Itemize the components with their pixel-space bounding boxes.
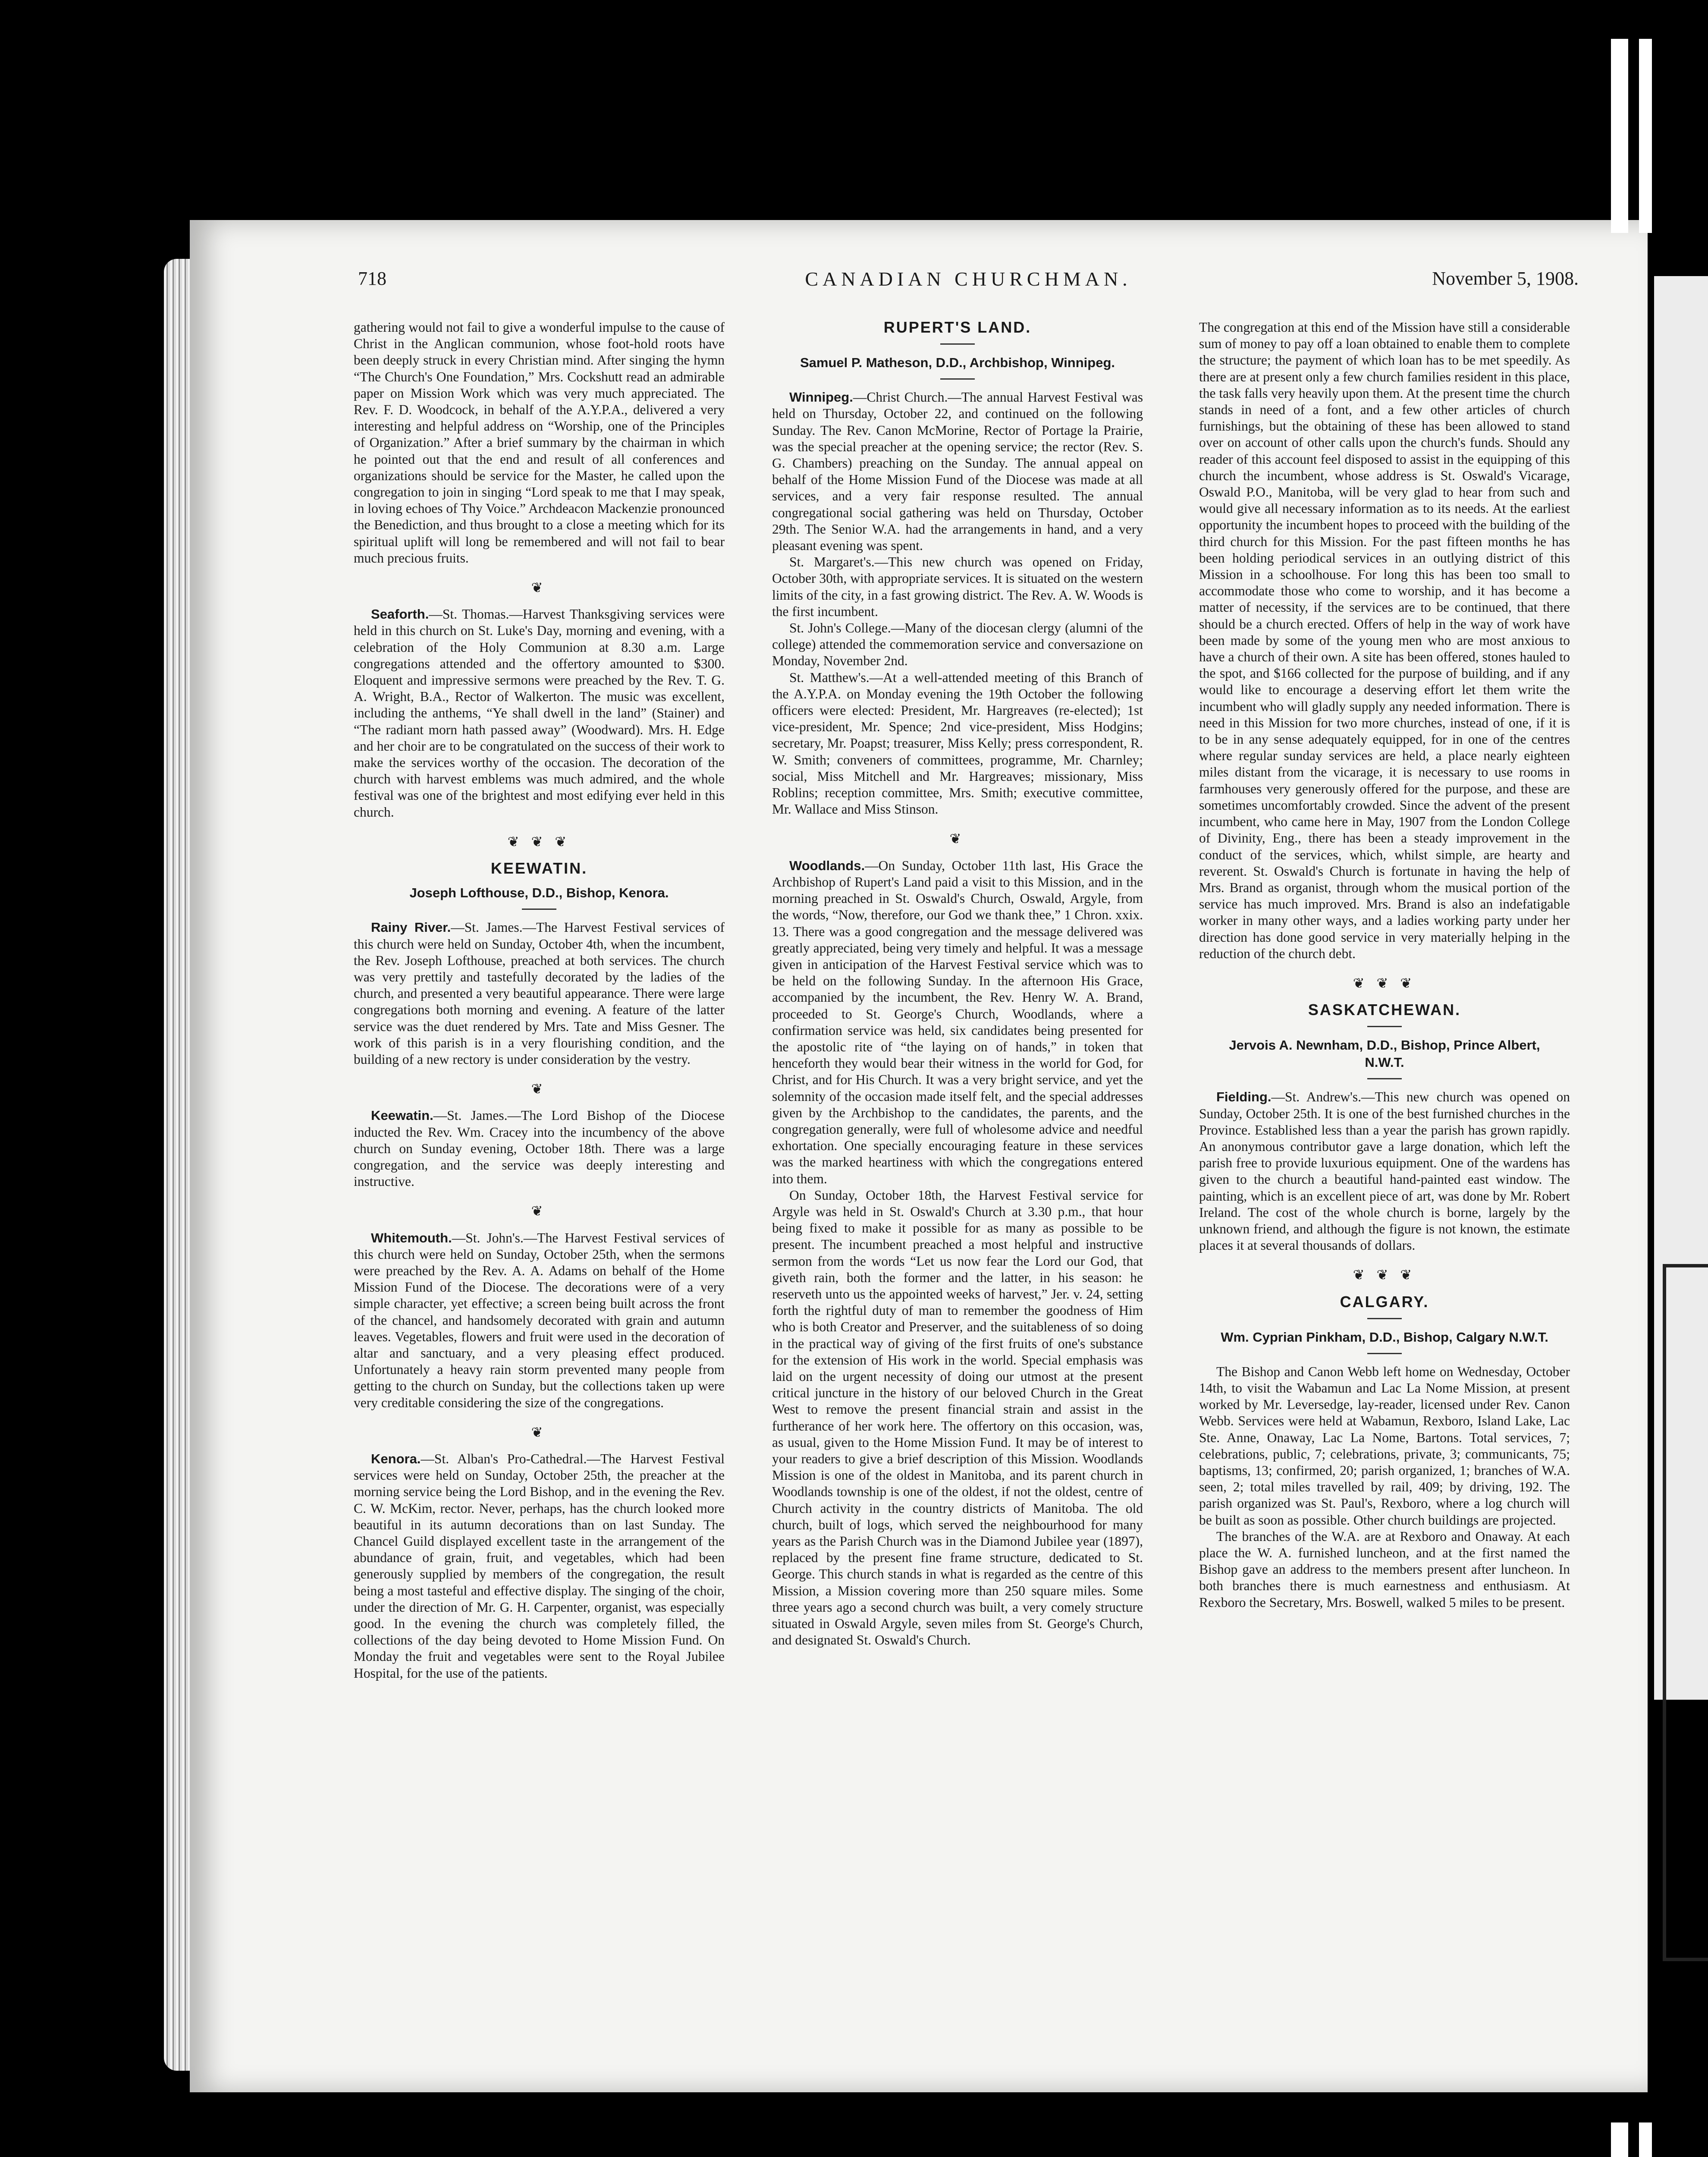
item-text: —On Sunday, October 11th last, His Grace the Archbishop of Rupert's Land paid a visit to this Mission, and in the morning preached in St. Oswald's Church, Oswald, Argyle, from the words, “Now, therefore, our God we thank thee,” 1 Chron. xxix. 13. There was a good congregation and the message delivered was greatly appreciated, being very timely and helpful. It was a message given in anticipation of the Harvest Festival service which was to be held on the following Sunday. In the afternoon His Grace, accompanied by the incumbent, the Rev. Henry W. A. Brand, proceeded to St. George's Church, Woodlands, where a confirmation service was held, six candidates being presented for the apostolic rite of “the laying on of hands,” in token that henceforth they would bear their witness in the world for God, for Christ, and for His Church. It was a very bright service, and yet the solemnity of the occasion made itself felt, and the special addresses given by the Archbishop to the candidates, the parents, and the congregation generally, were full of wholesome advice and needful exhortation. One specially encouraging feature in these services was the marked heartiness with which the congregations entered into them. (772, 858, 1143, 1186)
diocese-heading: SASKATCHEWAN. (1308, 1001, 1461, 1019)
ornament: ❦ ❦ ❦ (1353, 975, 1416, 991)
page-number: 718 (358, 268, 386, 289)
place-name: Winnipeg. (789, 390, 853, 405)
item-text: —St. Andrew's.—This new church was opened on Sunday, October 25th. It is one of the best furnished churches in the Province. Established less than a year the parish has grown rapidly. An anonymous contributor gave a large donation, which left the parish free to provide luxurious equipment. One of the wardens has given to the church a beautiful hand-painted east window. The painting, which is an excellent piece of art, was done by Mr. Robert Ireland. The cost of the whole church is borne, largely by the unknown friend, and although the figure is not known, the estimate places it at several thousands of dollars. (1199, 1089, 1570, 1253)
divider (940, 378, 975, 380)
ornament: ❦ ❦ ❦ (1353, 1267, 1416, 1283)
paragraph: gathering would not fail to give a wonderful impulse to the cause of Christ in the Anglican communion, whose foot-hold roots have been deeply struck in every Christian mind. After singing the hymn “The Church's One Foundation,” Mrs. Cockshutt read an admirable paper on Mission Work which was very much appreciated. The Rev. F. D. Woodcock, in behalf of the A.Y.P.A., delivered a very interesting and helpful address on “Worship, one of the Principles of Organization.” After a brief summary by the chairman in which he pointed out that the end and result of all conferences and organizations should be service for the Master, he called upon the congregation to join in singing “Lord speak to me that I may speak, in loving echoes of Thy Voice.” Archdeacon Mackenzie pronounced the Benediction, and thus brought to a close a meeting which for its spiritual uplift will long be remembered and will not fail to bear much precious fruits. (354, 320, 725, 566)
ornament: ❦ (531, 1203, 547, 1219)
film-bar (1611, 2122, 1628, 2157)
place-name: Seaforth. (371, 607, 429, 622)
news-item (772, 389, 1143, 554)
item-text: —St. Alban's Pro-Cathedral.—The Harvest Festival services were held on Sunday, October 25th, the preacher at the morning service being the Lord Bishop, and in the evening the Rev. C. W. McKim, rector. Never, perhaps, has the church looked more beautiful in its autumn decorations than on last Sunday. The Chancel Guild displayed excellent taste in the arrangement of the abundance of grain, fruit, and vegetables, which had been generously supplied by members of the congregation, the result being a most tasteful and effective display. The singing of the choir, under the direction of Mr. G. H. Carpenter, organist, was especially good. In the evening the church was completely filled, the collections of the day being devoted to Home Mission Fund. On Monday the fruit and vegetables were sent to the Royal Jubilee Hospital, for the use of the patients. (354, 1451, 725, 1681)
news-item (354, 1107, 725, 1190)
divider (522, 909, 556, 910)
bishop-line: Jervois A. Newnham, D.D., Bishop, Prince Albert, N.W.T. (1229, 1038, 1540, 1070)
column-2 (772, 319, 1143, 1648)
place-name: Kenora. (371, 1451, 421, 1466)
bishop-line: Wm. Cyprian Pinkham, D.D., Bishop, Calgary N.W.T. (1221, 1329, 1548, 1345)
paragraph: St. Matthew's.—At a well-attended meeting of this Branch of the A.Y.P.A. on Monday evening the 19th October the following officers were elected: President, Mr. Hargreaves (re-elected); 1st vice-president, Mr. Spence; 2nd vice-president, Miss Hodgins; secretary, Mr. Poapst; treasurer, Miss Kelly; press correspondent, R. W. Smith; conveners of committees, programme, Mr. Charnley; social, Miss Mitchell and Mr. Hargreaves; missionary, Miss Roblins; reception committee, Mrs. Smith; executive committee, Mr. Wallace and Miss Stinson. (772, 670, 1143, 817)
news-item (1199, 1089, 1570, 1254)
news-item (354, 606, 725, 821)
paragraph: On Sunday, October 18th, the Harvest Festival service for Argyle was held in St. Oswald's Church at 3.30 p.m., that hour being fixed to make it possible for as many as possible to be present. The incumbent preached a most helpful and instructive sermon from the words “Let us now fear the Lord our God, that giveth rain, both the former and the latter, in his season: he reserveth unto us the appointed weeks of harvest,” Jer. v. 24, setting forth the rightful duty of man to remember the goodness of Him who is both Creator and Preserver, and the suitableness of so doing in the practical way of giving of the first fruits of one's substance for the extension of His work in the world. Special emphasis was laid on the urgent necessity of doing our utmost at the present critical juncture in the history of our beloved Church in the Great West to remove the present financial strain and assist in the furtherance of her work here. The offertory on this occasion, was, as usual, given to the Home Mission Fund. It may be of interest to your readers to give a brief description of this Mission. Woodlands Mission is one of the oldest in Manitoba, and its parent church in Woodlands township is one of the oldest, if not the oldest, centre of Church activity in the country districts of Manitoba. The old church, built of logs, which served the neighbourhood for many years as the Parish Church was in the Diamond Jubilee year (1897), replaced by the present fine frame structure, dedicated to St. George. This church stands in what is regarded as the centre of this Mission, a Mission covering more than 250 square miles. Some three years ago a second church was built, a very comely structure situated in Oswald Argyle, seven miles from St. George's Church, and designated St. Oswald's Church. (772, 1187, 1143, 1648)
news-item (772, 858, 1143, 1187)
diocese-heading: CALGARY. (1340, 1292, 1429, 1311)
page-header (358, 267, 1579, 302)
item-text: —Christ Church.—The annual Harvest Festival was held on Thursday, October 22, and continued on the following Sunday. The Rev. Canon McMorine, Rector of Portage la Prairie, was the special preacher at the opening service; the rector (Rev. S. G. Chambers) preaching on the Sunday. The annual appeal on behalf of the Home Mission Fund of the Diocese was made at all services, and a very fair response resulted. The annual congregational social gathering was held on Thursday, October 29th. The Senior W.A. had the arrangements in hand, and a very pleasant evening was spent. (772, 390, 1143, 553)
diocese-heading: RUPERT'S LAND. (883, 318, 1032, 336)
film-bar (1611, 39, 1628, 233)
ornament: ❦ (531, 1424, 547, 1440)
divider (1367, 1078, 1402, 1079)
divider (1367, 1353, 1402, 1354)
issue-date: November 5, 1908. (1432, 268, 1579, 289)
film-bar (1639, 2122, 1652, 2157)
paragraph: St. John's College.—Many of the diocesan clergy (alumni of the college) attended the commemoration service and conversazione on Monday, November 2nd. (772, 620, 1143, 669)
divider (940, 343, 975, 345)
divider (1367, 1026, 1402, 1027)
ornament: ❦ (531, 1081, 547, 1097)
place-name: Rainy River. (371, 920, 451, 935)
column-3 (1199, 319, 1570, 1611)
paragraph: The congregation at this end of the Mission have still a considerable sum of money to pay off a loan obtained to enable them to complete the structure; the payment of which loan has to be met speedily. As there are at present only a few church families resident in this place, the task falls very heavily upon them. At the present time the church stands in need of a font, and a few other articles of church furnishings, but the obtaining of these has been allowed to stand over on account of other calls upon the church's funds. Should any reader of this account feel disposed to assist in the equipping of this church the incumbent, whose address is St. Oswald's Vicarage, Oswald P.O., Manitoba, will be very glad to hear from such and would give all necessary information as to its needs. At the earliest opportunity the incumbent hopes to proceed with the building of the third church for this Mission. For the past fifteen months he has been holding periodical services in an outlying district of this Mission in a schoolhouse. For long this has been too small to accommodate those who come to worship, and it has become a matter of necessity, if the services are to be continued, that there should be a church erected. Offers of help in the way of work have been made by some of the young men who are most anxious to have a church of their own. A site has been offered, stones hauled to the spot, and $166 collected for the purpose of building, and if any would like to encourage a deserving effort let them write the incumbent who will gladly supply any needed information. There is need in this Mission for two more churches, instead of one, if it is to be in any sense adequately equipped, for in one of the centres where regular sunday services are held, a place nearly eighteen miles distant from the vicarage, it is necessary to use rooms in farmhouses very generously offered for the purpose, and these are sometimes uncomfortably crowded. Since the advent of the present incumbent, who came here in May, 1907 from the London College of Divinity, Eng., there has been a steady improvement in the conduct of the services, which, whilst simple, are hearty and reverent. St. Oswald's Church is fortunate in having the help of Mrs. Brand as organist, through whom the musical portion of the service has much improved. Mrs. Brand is also an indefatigable worker in many other ways, and a ladies working party under her direction has done good service in very materially helping in the reduction of the church debt. (1199, 320, 1570, 961)
place-name: Keewatin. (371, 1108, 433, 1123)
place-name: Fielding. (1216, 1089, 1272, 1105)
item-text: —St. Thomas.—Harvest Thanksgiving services were held in this church on St. Luke's Day, morning and evening, with a celebration of the Holy Communion at 8.30 a.m. Large congregations attended and the offertory amounted to $300. Eloquent and impressive sermons were preached by the Rev. T. G. A. Wright, B.A., Rector of Walkerton. The music was excellent, including the anthems, “Ye shall dwell in the land” (Stainer) and “The radiant morn hath passed away” (Woodward). Mrs. H. Edge and her choir are to be congratulated on the success of their work to make the services worthy of the occasion. The decoration of the church with harvest emblems was much admired, and the whole festival was one of the brightest and most edifying ever held in this church. (354, 607, 725, 820)
column-1 (354, 319, 725, 1682)
paragraph: The branches of the W.A. are at Rexboro and Onaway. At each place the W. A. furnished luncheon, and at the first named the Bishop gave an address to the members present after luncheon. In both branches there is much earnestness and enthusiasm. At Rexboro the Secretary, Mrs. Boswell, walked 5 miles to be present. (1199, 1528, 1570, 1610)
ornament: ❦ (949, 831, 966, 847)
facing-page-edge (1654, 276, 1708, 1700)
item-text: —St. James.—The Harvest Festival services of this church were held on Sunday, October 4th, when the incumbent, the Rev. Joseph Lofthouse, preached at both services. The church was very prettily and tastefully decorated by the ladies of the church, and presented a very beautiful appearance. There were large congregations both morning and evening. A feature of the latter service was the duet rendered by Mrs. Tate and Miss Gesner. The work of this parish is in a very flourishing condition, and the building of a new rectory is under consideration by the vestry. (354, 920, 725, 1067)
ornament: ❦ (531, 580, 547, 596)
item-text: —St. James.—The Lord Bishop of the Diocese inducted the Rev. Wm. Cracey into the incumbency of the above church on Sunday evening, October 18th. There was a large congregation, and the service was deeply interesting and instructive. (354, 1108, 725, 1189)
ornament: ❦ ❦ ❦ (507, 833, 571, 849)
news-item (354, 919, 725, 1068)
divider (1367, 1318, 1402, 1319)
place-name: Whitemouth. (371, 1230, 452, 1245)
bishop-line: Samuel P. Matheson, D.D., Archbishop, Winnipeg. (800, 355, 1115, 371)
facing-page-box (1663, 1264, 1708, 1961)
diocese-heading: KEEWATIN. (490, 859, 588, 877)
paragraph: St. Margaret's.—This new church was opened on Friday, October 30th, with appropriate services. It is situated on the western limits of the city, in a fast growing district. The Rev. A. W. Woods is the first incumbent. (772, 554, 1143, 619)
bishop-line: Joseph Lofthouse, D.D., Bishop, Kenora. (409, 885, 669, 901)
place-name: Woodlands. (789, 858, 865, 873)
news-item (354, 1451, 725, 1682)
running-title: CANADIAN CHURCHMAN. (805, 268, 1132, 290)
item-text: —St. John's.—The Harvest Festival services of this church were held on Sunday, October 25th, when the sermons were preached by the Rev. A. A. Adams on behalf of the Home Mission Fund of the Diocese. The decorations were of a very simple character, yet effective; a screen being built across the front of the chancel, and handsomely decorated with grain and autumn leaves. Vegetables, flowers and fruit were used in the decoration of altar and sanctuary, and a very pleasing effect produced. Unfortunately a heavy rain storm prevented many people from getting to the church on Sunday, but the collections taken up were very creditable considering the size of the congregations. (354, 1230, 725, 1410)
paragraph: The Bishop and Canon Webb left home on Wednesday, October 14th, to visit the Wabamun and Lac La Nome Mission, at present worked by Mr. Leversedge, lay-reader, licensed under Rev. Canon Webb. Services were held at Wabamun, Rexboro, Island Lake, Lac Ste. Anne, Onaway, Lac La Nome, Bartons. Total services, 7; celebrations, public, 7; celebrations, private, 3; communicants, 75; baptisms, 13; confirmed, 20; parish organized, 1; branches of W.A. seen, 2; total miles travelled by rail, 409; by driving, 192. The parish organized was St. Paul's, Rexboro, where a log church will be built as soon as possible. Other church buildings are projected. (1199, 1364, 1570, 1528)
film-bar (1639, 39, 1652, 233)
news-item (354, 1230, 725, 1411)
